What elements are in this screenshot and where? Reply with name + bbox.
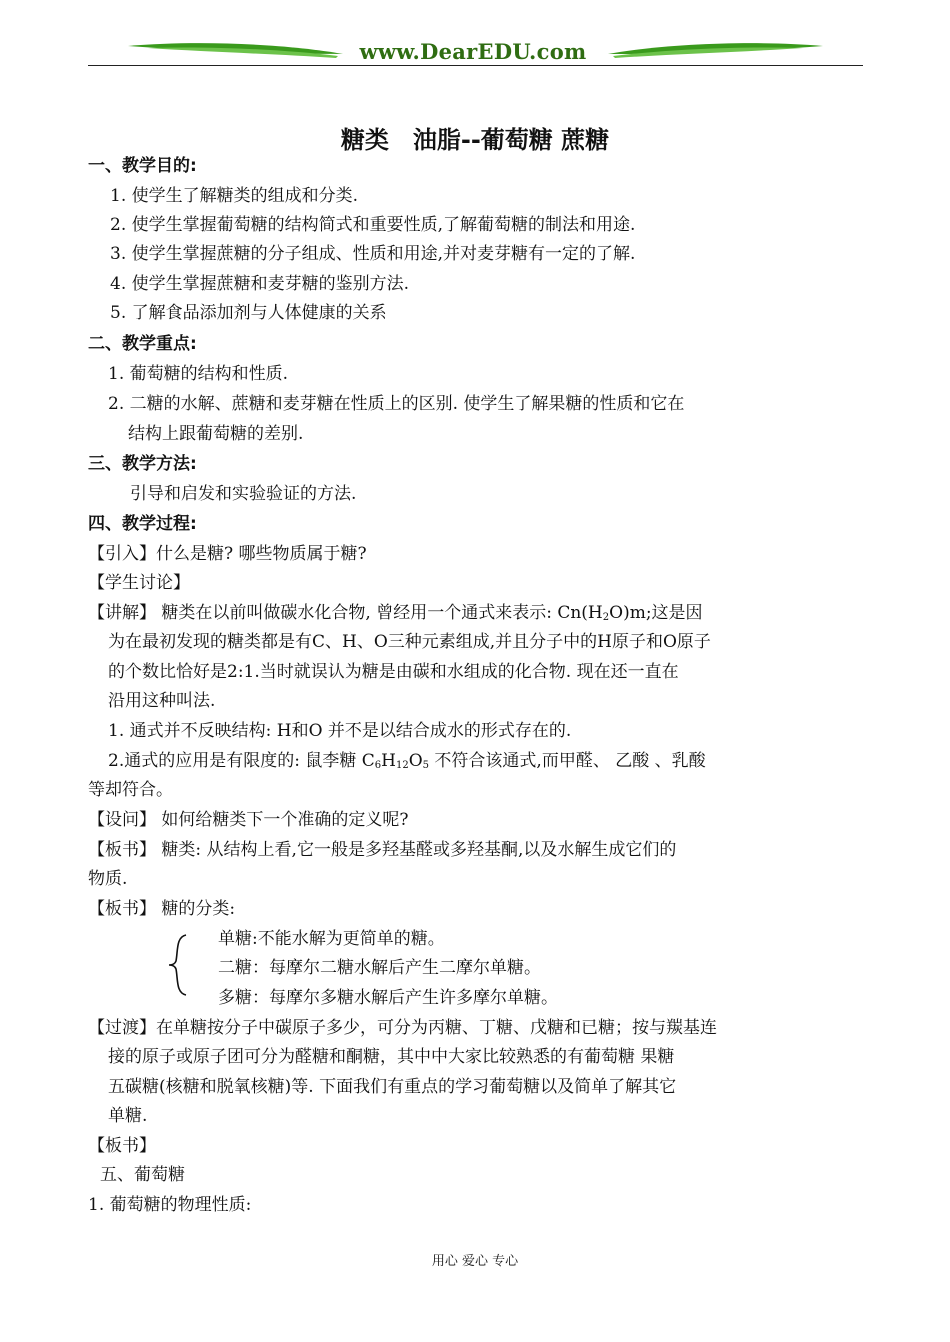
note-line: 等却符合。 [88,780,173,800]
goal-item: 3. 使学生掌握蔗糖的分子组成、性质和用途,并对麦芽糖有一定的了解. [110,244,636,264]
discussion-line: 【学生讨论】 [88,573,190,593]
left-brace-icon [166,933,190,997]
explanation-line: 沿用这种叫法. [108,691,216,711]
site-name: www.DearEDU.com [359,39,587,64]
classification-item: 多糖：每摩尔多糖水解后产生许多摩尔单糖。 [218,988,558,1008]
transition-line: 【过渡】在单糖按分子中碳原子多少，可分为丙糖、丁糖、戊糖和已糖；按与羰基连 [88,1018,717,1038]
section-heading-method: 三、教学方法: [88,454,197,474]
note-line: 2.通式的应用是有限度的: 鼠李糖 $C_6H_{12}O_5$ 不符合该通式,而甲醛、 乙酸 、乳酸 [108,751,706,771]
explanation-line: 为在最初发现的糖类都是有C、H、O三种元素组成,并且分子中的H原子和O原子 [108,632,711,652]
goal-item: 2. 使学生掌握葡萄糖的结构简式和重要性质,了解葡萄糖的制法和用途. [110,215,636,235]
key-point-item: 结构上跟葡萄糖的差别. [128,424,304,444]
classification-item: 二糖：每摩尔二糖水解后产生二摩尔单糖。 [218,958,541,978]
note-line: 1. 通式并不反映结构: H和O 并不是以结合成水的形式存在的. [108,721,572,741]
subsection-heading: 五、葡萄糖 [100,1165,185,1185]
page-title: 糖类 油脂--葡萄糖 蔗糖 [340,126,610,154]
intro-line: 【引入】什么是糖? 哪些物质属于糖? [88,544,367,564]
method-text: 引导和启发和实验验证的方法. [130,484,357,504]
explanation-line: 的个数比恰好是2:1.当时就误认为糖是由碳和水组成的化合物. 现在还一直在 [108,662,679,682]
classification-item: 单糖:不能水解为更简单的糖。 [218,929,445,949]
section-heading-process: 四、教学过程: [88,514,197,534]
goal-item: 5. 了解食品添加剂与人体健康的关系 [110,303,387,323]
question-line: 【设问】 如何给糖类下一个准确的定义呢? [88,810,409,830]
key-point-item: 1. 葡萄糖的结构和性质. [108,364,289,384]
transition-line: 接的原子或原子团可分为醛糖和酮糖，其中中大家比较熟悉的有葡萄糖 果糖 [108,1047,675,1067]
board-line: 【板书】 [88,1136,156,1156]
board-line: 【板书】 糖类: 从结构上看,它一般是多羟基醛或多羟基酮,以及水解生成它们的 [88,840,677,860]
goal-item: 1. 使学生了解糖类的组成和分类. [110,186,359,206]
explanation-line: 【讲解】 糖类在以前叫做碳水化合物, 曾经用一个通式来表示: $Cn(H_2O)m$;这是因 [88,603,703,623]
header-banner [88,30,863,70]
board-line: 物质. [88,869,128,889]
section-heading-goals: 一、教学目的: [88,156,197,176]
key-point-item: 2. 二糖的水解、蔗糖和麦芽糖在性质上的区别. 使学生了解果糖的性质和它在 [108,394,685,414]
header-rule [88,65,863,66]
subsection-item: 1. 葡萄糖的物理性质: [88,1195,252,1215]
page-footer: 用心 爱心 专心 [431,1254,519,1269]
transition-line: 单糖. [108,1106,148,1126]
transition-line: 五碳糖(核糖和脱氧核糖)等. 下面我们有重点的学习葡萄糖以及简单了解其它 [108,1077,677,1097]
board-line: 【板书】 糖的分类: [88,899,236,919]
goal-item: 4. 使学生掌握蔗糖和麦芽糖的鉴别方法. [110,274,410,294]
section-heading-key-points: 二、教学重点: [88,334,197,354]
